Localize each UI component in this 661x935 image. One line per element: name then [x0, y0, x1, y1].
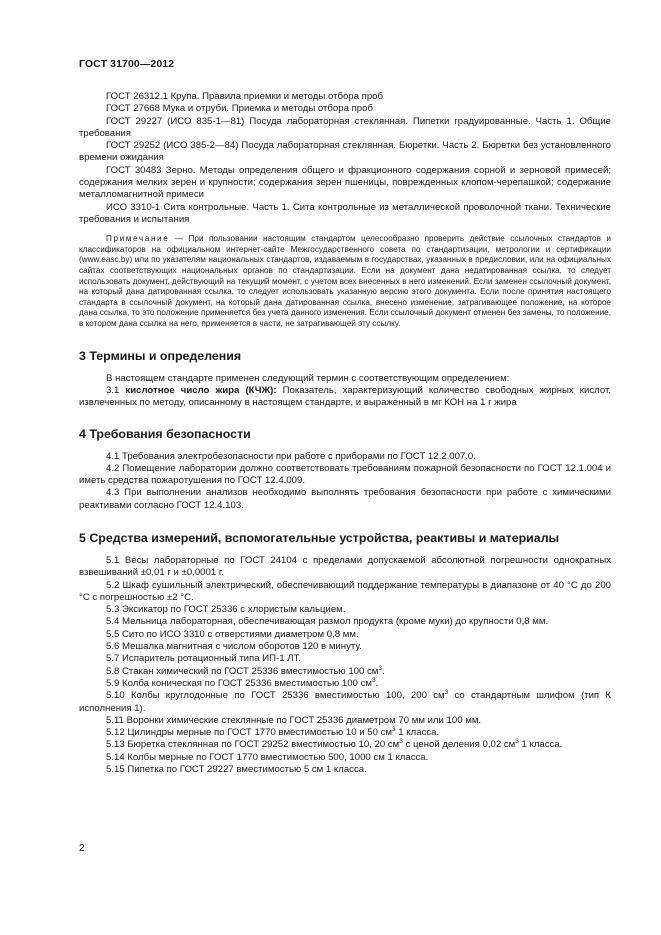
reference-item: ИСО 3310-1 Сита контрольные. Часть 1. Сита контрольные из металлической проволочной ткани. Технические требования и испытания: [79, 201, 611, 225]
page-content: [79, 91, 611, 776]
reference-item: ГОСТ 27668 Мука и отруби. Приемка и методы отбора проб: [106, 103, 373, 115]
section-5-item: 5.15 Пипетка по ГОСТ 29227 вместимостью 5 см 1 класса.: [106, 764, 367, 776]
note-text: — При пользовании настоящим стандартом целесообразно проверить действие ссылочных стандартов и классификаторов на официальном интернет-сайте Межгосударственного совета по стандартизации, метрологии и сертификации (www.easc.by) или по указателям национальных стандартов, издаваемым в государствах, указанных в предисловии, или на официальных сайтах соответствующих национальных органов по стандартизации. Если на документ дана недатированная ссылка, то следует использовать документ, действующий на текущий момент, с учетом всех внесенных в него изменений. Если заменен ссылочный документ, на который дана датированная ссылка, то следует использовать указанную версию этого документа. Если после принятия настоящего стандарта в ссылочный документ, на который дана датированная ссылка, внесено изменение, затрагивающее положение, на которое дана ссылка, то это положение применяется без учета данного изменения. Если ссылочный документ отменен без замены, то положение, в котором дана ссылка на него, применяется в части, не затрагивающей эту ссылку.: [79, 234, 611, 329]
section-5-item: 5.9 Колба коническая по ГОСТ 25336 вместимостью 100 $см^3$.: [106, 676, 379, 689]
section-5-item: 5.14 Колбы мерные по ГОСТ 1770 вместимостью 500, 1000 см 1 класса.: [106, 751, 429, 763]
section-5-item: 5.12 Цилиндры мерные по ГОСТ 1770 вместимостью 10 и 50 $см^3$ 1 класса.: [106, 726, 440, 739]
reference-item: ГОСТ 30483 Зерно. Методы определения общего и фракционного содержания сорной и зерновой примесей; содержания мелких зерен и крупности; содержания зерен пшеницы, поврежденных клопом-черепашкой; содержание металломагнитной примеси: [79, 164, 611, 201]
reference-item: ГОСТ 29227 (ИСО 835-1—81) Посуда лабораторная стеклянная. Пипетки градуированные. Часть 1. Общие требования: [79, 115, 611, 139]
page-number: 2: [79, 843, 85, 854]
section-5-item: 5.10 Колбы круглодонные по ГОСТ 25336 вместимостью 100, 200 $см^3$ со стандартным шлифом (тип К исполнения 1).: [79, 689, 611, 714]
section-3-intro: В настоящем стандарте применен следующий термин с соответствующим определением:: [106, 372, 510, 384]
section-5-item: 5.5 Сито по ИСО 3310 с отверстиями диаметром 0,8 мм.: [106, 628, 359, 640]
section-5-item: 5.1 Весы лабораторные по ГОСТ 24104 с пределами допускаемой абсолютной погрешности однократных взвешиваний ±0,01 г и ±0,0001 г.: [79, 554, 611, 579]
section-3-heading: 3 Термины и определения: [79, 348, 242, 363]
section-4-item: 4.1 Требования электробезопасности при работе с приборами по ГОСТ 12.2.007.0.: [106, 450, 476, 462]
section-5-item: 5.6 Мешалка магнитная с числом оборотов 120 в минуту.: [106, 641, 362, 653]
note-paragraph: [79, 234, 611, 329]
section-4-item: 4.2 Помещение лаборатории должно соответствовать требованиям пожарной безопасности по ГОСТ 12.1.004 и иметь средства пожаротушения по ГОСТ 12.4.009.: [79, 462, 611, 487]
section-5-heading: 5 Средства измерений, вспомогательные устройства, реактивы и материалы: [79, 530, 560, 545]
section-5-item: 5.7 Испаритель ротационный типа ИП-1 ЛТ.: [106, 653, 301, 665]
section-5-item: 5.11 Воронки химические стеклянные по ГОСТ 25336 диаметром 70 мм или 100 мм.: [106, 714, 482, 726]
section-5-item: 5.3 Эксикатор по ГОСТ 25336 с хлористым кальцием.: [106, 604, 346, 616]
note-label: Примечание: [106, 234, 170, 244]
section-5-item: 5.2 Шкаф сушильный электрический, обеспечивающий поддержание температуры в диапазоне от 40 °С до 200 °С с погрешностью ±2 °С.: [79, 579, 611, 603]
section-5-item: 5.13 Бюретка стеклянная по ГОСТ 29252 вместимостью 10, 20 $см^3$ с ценой деления 0,02 $см^3$ 1 класса.: [106, 738, 563, 751]
reference-item: ГОСТ 26312.1 Крупа. Правила приемки и методы отбора проб: [106, 91, 383, 102]
reference-item: ГОСТ 29252 (ИСО 385-2—84) Посуда лабораторная стеклянная. Бюретки. Часть 2. Бюретки без установленного времени ожидания: [79, 140, 611, 164]
term-definition: 3.1 кислотное число жира (КЧЖ): Показатель, характеризующий количество свободных жирных кислот, извлеченных по методу, описанному в настоящем стандарте, и выраженный в мг КОН на 1 г жира: [79, 384, 611, 409]
section-5-item: 5.4 Мельница лабораторная, обеспечивающая размол продукта (кроме муки) до крупности 0,8 мм.: [106, 616, 549, 628]
section-4-item: 4.3 При выполнении анализов необходимо выполнять требования безопасности при работе с химическими реактивами согласно ГОСТ 12.4.103.: [79, 487, 611, 511]
section-4-heading: 4 Требования безопасности: [79, 426, 251, 441]
section-5-item: 5.8 Стакан химический по ГОСТ 25336 вместимостью 100 $см^3$.: [106, 664, 385, 677]
term-name: кислотное число жира (КЧЖ):: [125, 384, 277, 396]
document-header: ГОСТ 31700—2012: [79, 58, 175, 70]
